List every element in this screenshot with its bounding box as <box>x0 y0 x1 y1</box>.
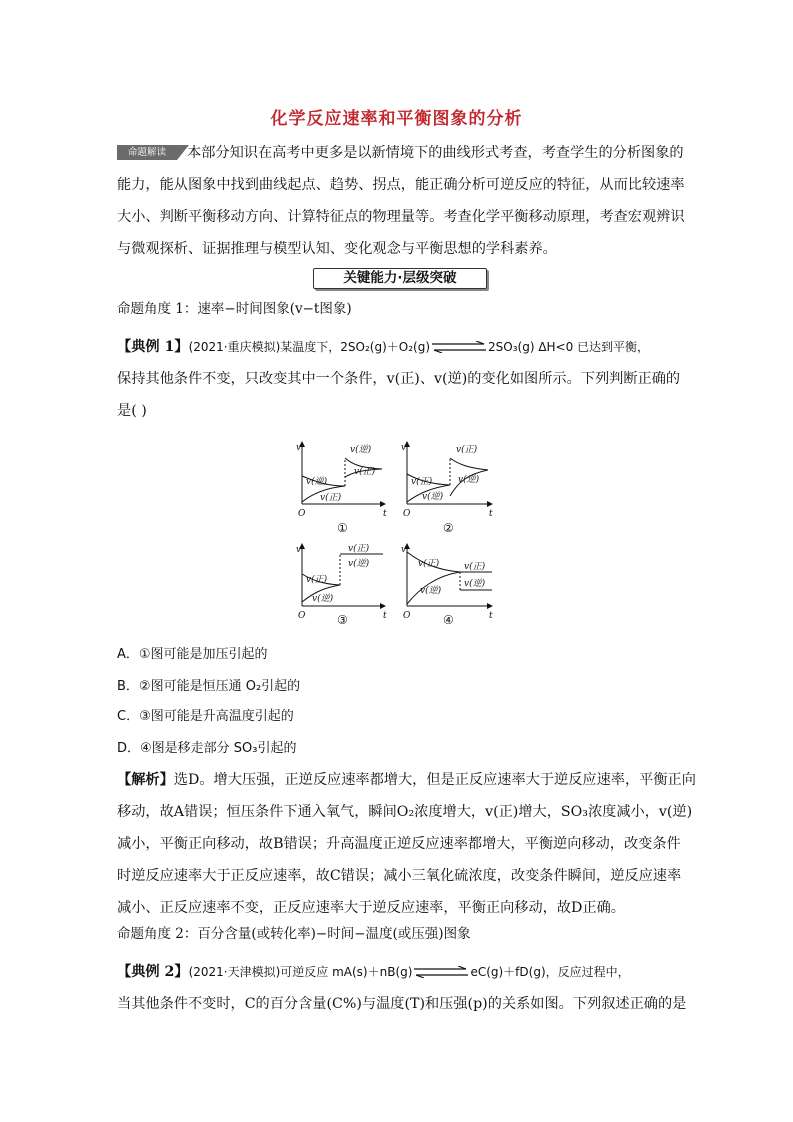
g1-axis-v: v <box>296 443 302 453</box>
graph-4-caption: ④ <box>443 613 454 627</box>
g4-label-fwd: v(正) <box>418 559 440 569</box>
g3-axis-v: v <box>296 545 302 555</box>
g4-label-fwd-new: v(正) <box>464 562 486 572</box>
graph-2-caption: ② <box>443 521 454 535</box>
g2-label-rev-new: v(逆) <box>458 475 480 485</box>
topic-badge: 命题解读 <box>117 145 177 160</box>
graph-1-caption: ① <box>337 521 348 535</box>
option-c: C．③图可能是升高温度引起的 <box>117 709 294 724</box>
example-1-line-3: 是( ) <box>117 403 147 419</box>
analysis-line-5: 减小、正反应速率不变，正反应速率大于逆反应速率，平衡正向移动，故D正确。 <box>117 900 625 916</box>
angle-2-heading: 命题角度 2：百分含量(或转化率)−时间−温度(或压强)图象 <box>117 926 471 942</box>
intro-line-4: 与微观探析、证据推理与模型认知、变化观念与平衡思想的学科素养。 <box>117 241 557 257</box>
example-2-tag: 【典例 2】 <box>117 964 189 980</box>
analysis-line-1 <box>117 764 696 796</box>
vt-graphs-figure <box>290 438 500 628</box>
equilibrium-arrows-icon <box>430 341 488 353</box>
analysis-line-4: 时逆反应速率大于正反应速率，故C错误；减小三氧化硫浓度，改变条件瞬间，逆反应速率 <box>117 868 682 884</box>
option-d: D．④图是移走部分 SO₃引起的 <box>117 741 297 756</box>
g1-label-rev: v(逆) <box>306 477 328 487</box>
g3-label-rev-new: v(逆) <box>348 559 370 569</box>
g2-axis-v: v <box>401 443 407 453</box>
g2-origin: O <box>403 509 411 519</box>
graph-4 <box>407 544 492 606</box>
analysis-line-2: 移动，故A错误；恒压条件下通入氧气，瞬间O₂浓度增大，v(正)增大，SO₃浓度减小，v(逆) <box>117 804 693 820</box>
g1-label-fwd: v(正) <box>320 493 342 503</box>
g4-axis-t: t <box>489 611 493 621</box>
analysis-line-3: 减小，平衡正向移动，故B错误；升高温度正逆反应速率都增大，平衡逆向移动，改变条件 <box>117 836 681 852</box>
graph-2 <box>407 442 492 504</box>
graph-3-caption: ③ <box>337 613 348 627</box>
g1-axis-t: t <box>383 509 387 519</box>
g3-label-rev: v(逆) <box>312 594 334 604</box>
g1-label-fwd-new: v(正) <box>354 467 376 477</box>
page-title: 化学反应速率和平衡图象的分析 <box>270 109 523 129</box>
g1-origin: O <box>298 509 306 519</box>
g4-label-rev: v(逆) <box>420 586 442 596</box>
g4-label-rev-new: v(逆) <box>464 579 486 589</box>
analysis-tag: 【解析】 <box>117 772 174 788</box>
example-1-line-1 <box>117 331 649 363</box>
g2-label-rev: v(逆) <box>422 492 444 502</box>
example-2-equation-right: eC(g)＋fD(g)，反应过程中， <box>470 965 630 979</box>
equilibrium-arrows-icon <box>412 966 470 978</box>
g3-origin: O <box>298 611 306 621</box>
g2-axis-t: t <box>489 509 493 519</box>
g1-label-rev-new: v(逆) <box>350 445 372 455</box>
example-2-line-2: 当其他条件不变时，C的百分含量(C%)与温度(T)和压强(p)的关系如图。下列叙述正确的是 <box>117 996 687 1012</box>
g2-label-fwd: v(正) <box>411 477 433 487</box>
example-1-equation-left: (2021·重庆模拟)某温度下，2SO₂(g)＋O₂(g) <box>188 340 431 354</box>
g3-label-fwd-new: v(正) <box>348 544 370 554</box>
g4-axis-v: v <box>401 545 407 555</box>
g2-label-fwd-new: v(正) <box>456 445 478 455</box>
option-a: A．①图可能是加压引起的 <box>117 647 268 662</box>
example-2-equation-left: (2021·天津模拟)可逆反应 mA(s)＋nB(g) <box>188 965 413 979</box>
intro-line-3: 大小、判断平衡移动方向、计算特征点的物理量等。考查化学平衡移动原理，考查宏观辨识 <box>117 209 685 225</box>
example-1-tag: 【典例 1】 <box>117 339 189 355</box>
example-2-line-1 <box>117 956 630 988</box>
g4-origin: O <box>403 611 411 621</box>
analysis-text-1: 选D。增大压强，正逆反应速率都增大，但是正反应速率大于逆反应速率，平衡正向 <box>173 772 696 788</box>
angle-1-heading: 命题角度 1：速率−时间图象(v−t图象) <box>117 301 352 317</box>
option-b: B．②图可能是恒压通 O₂引起的 <box>117 679 301 694</box>
intro-line-1: 本部分知识在高考中更多是以新情境下的曲线形式考查，考查学生的分析图象的 <box>187 145 684 161</box>
g3-axis-t: t <box>383 611 387 621</box>
example-1-equation-right: 2SO₃(g) ΔH<0 已达到平衡， <box>488 340 650 354</box>
example-1-line-2: 保持其他条件不变，只改变其中一个条件，v(正)、v(逆)的变化如图所示。下列判断正确的 <box>117 371 681 387</box>
section-header: 关键能力·层级突破 <box>313 268 487 289</box>
g3-label-fwd: v(正) <box>306 575 328 585</box>
intro-line-2: 能力，能从图象中找到曲线起点、趋势、拐点，能正确分析可逆反应的特征，从而比较速率 <box>117 177 685 193</box>
